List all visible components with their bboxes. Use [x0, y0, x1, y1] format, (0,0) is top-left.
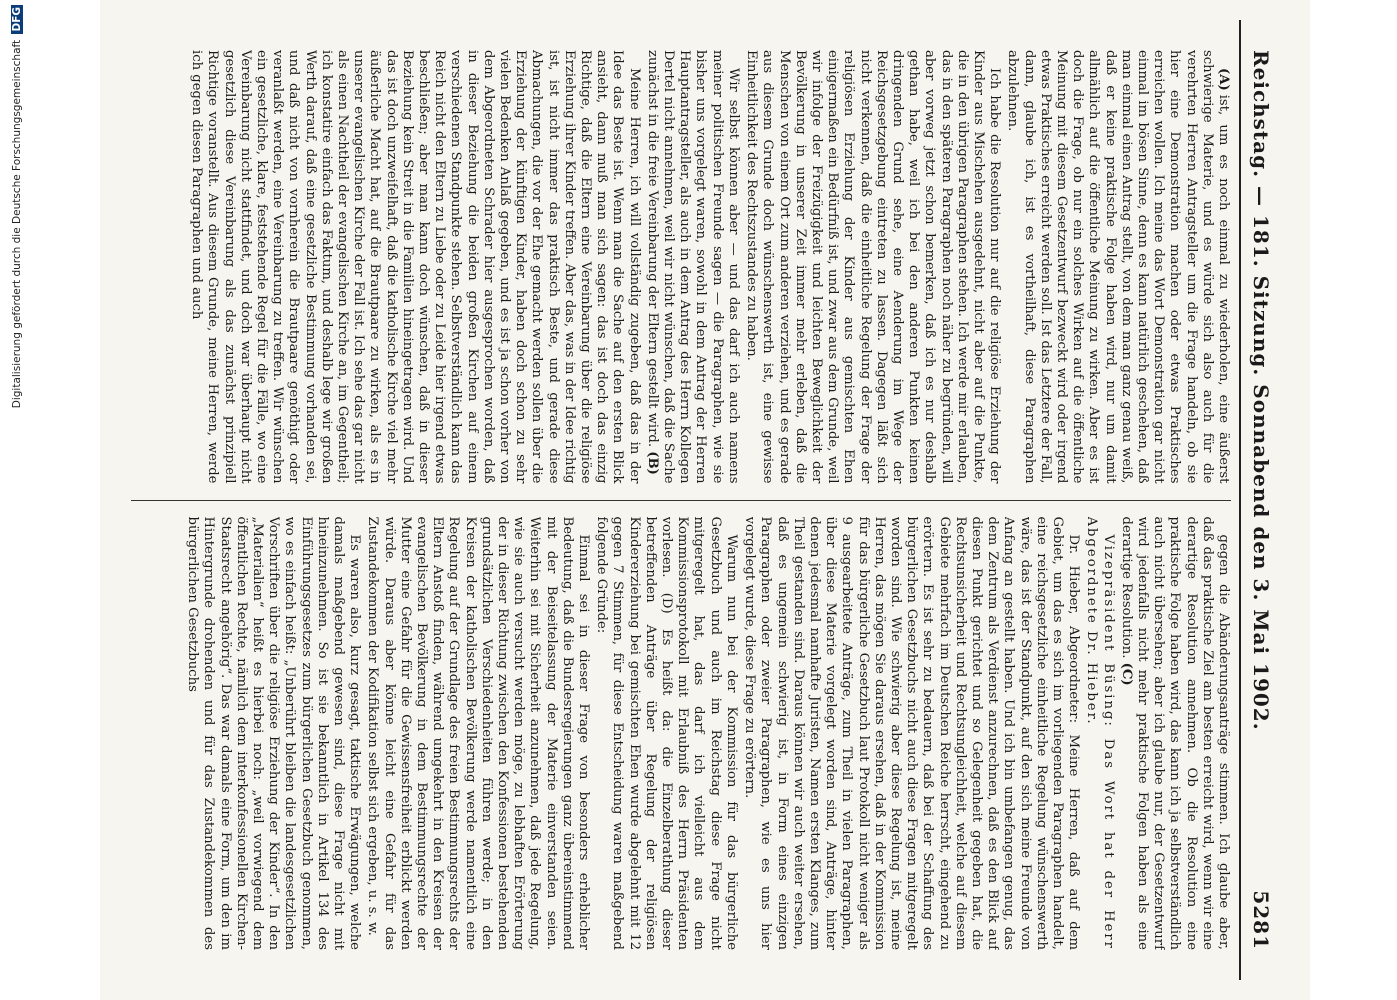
speaker-line: Vizepräsident Büsing: Das Wort hat der Herr Abgeordnete Dr. Hieber. — [1084, 516, 1116, 950]
digitization-credit — [2, 0, 32, 1000]
page-header — [1239, 20, 1295, 980]
paragraph: (A)ist, um es noch einmal zu wiederholen, eine äußerst schwierige Materie, und es würde sich also auch für die verehrten Herren Antragsteller um die Frage handeln, ob sie hier eine Demonstration machen oder etwas Praktisches erreichen wollen. Ich meine das Wort Demonstration gar nicht einmal im bösen Sinne, denn es kann natürlich geschehen, daß man einmal einen Antrag stellt, von dem man ganz genau weiß, daß er keine praktische Folge haben wird, nur um damit allmählich auf die öffentliche Meinung zu wirken. Aber es ist doch die Frage, ob nur ein solches Wirken auf die öffentliche Meinung mit diesem Gesetzentwurf bezweckt wird oder irgend etwas Praktisches erreicht werden soll. Ist das Letztere der Fall, dann, glaube ich, ist es vortheilhaft, diese Paragraphen abzulehnen. — [1005, 50, 1231, 484]
paragraph: Es waren also, kurz gesagt, taktische Erwägungen, welche damals maßgebend gewesen sind, diese Frage nicht mit hineinzunehmen. So ist sie bekanntlich in Artikel 134 des Einführungsgesetzes zum bürgerlichen Gesetzbuch genommen, wo es einfach heißt: „Unberührt bleiben die landesgesetzlichen Vorschriften über die religiöse Erziehung der Kinder“. In den „Materialien“ heißt es hierbei noch: „weil vorwiegend dem öffentlichen Rechte, nämlich dem interkonfessionellen Kirchen-Staatsrecht angehörig“. Das war damals eine Form, um den im Hintergrunde drohenden und für das Zustandekommen des bürgerlichen Gesetzbuchs — [185, 516, 363, 950]
paragraph: Ich habe die Resolution nur auf die religiöse Erziehung der Kinder aus Mischehen ausgedehnt, nicht aber auf die Punkte, die in den übrigen Paragraphen stehen. Ich werde mir erlauben, das in den späteren Paragraphen noch näher zu begründen, will aber vorweg jetzt schon bemerken, daß ich es nur deshalb gethan habe, weil ich bei den anderen Punkten keinen dringenden Grund sehe, eine Aenderung im Wege der Reichsgesetzgebung eintreten zu lassen. Dagegen läßt sich nicht verkennen, daß die einheitliche Regelung der Frage der religiösen Erziehung der Kinder aus gemischten Ehen einigermaßen ein Bedürfniß ist, und zwar aus dem Grunde, weil wir infolge der Freizügigkeit und leichten Beweglichkeit der Bevölkerung in unserer Zeit immer mehr erleben, daß die Menschen von einem Ort zum anderen verziehen, und es gerade aus diesem Grunde doch wünschenswerth ist, eine gewisse Einheitlichkeit des Rechtszustandes zu haben. — [744, 50, 1003, 484]
paragraph: Wir selbst können aber — und das darf ich auch namens meiner politischen Freunde sagen — die Paragraphen, wie sie bisher uns vorgelegt waren, sowohl in dem Antrag der Herren Hauptantragsteller, als auch in dem Antrag des Herrn Kollegen Dertel nicht annehmen, weil wir nicht wünschen, daß die Sache zunächst in die freie Vereinbarung der Eltern gestellt wird. (B) — [644, 50, 741, 484]
paragraph: Dr. Hieber, Abgeordneter: Meine Herren, daß auf dem Gebiet, um das es sich im vorliegenden Paragraphen handelt, eine reichsgesetzliche einheitliche Regelung wünschenswerth wäre, das ist der Standpunkt, auf den sich meine Freunde von Anfang an gestellt haben. Und ich bin umbefangen genug, das dem Zentrum als Verdienst anzurechnen, daß es den Blick auf diesen Punkt gerichtet und so Gelegenheit gegeben hat, die Rechtsunsicherheit und Rechtsungleichheit, welche auf diesem Gebiete mehrfach im Deutschen Reiche herrscht, eingehend zu erörtern. Es ist sehr zu bedauern, daß bei der Schaffung des bürgerlichen Gesetzbuchs nicht auch diese Fragen mitgeregelt worden sind. Wie schwierig aber diese Regelung ist, meine Herren, das mögen Sie daraus ersehen, daß in der Kommission für das bürgerliche Gesetzbuch laut Protokoll nicht weniger als 9 ausgearbeitete Anträge, zum Theil in vielen Paragraphen, über diese Materie vorgelegt worden sind, Anträge, hinter denen jedesmal namhafte Juristen, Namen ersten Klanges, zum Theil gestanden sind. Daraus können wir auch weiter ersehen, daß es ungemein schwierig ist, in Form eines einzigen Paragraphen oder zweier Paragraphen, wie es uns hier vorgelegt wurde, diese Frage zu erörtern. — [742, 516, 1082, 950]
page-number: 5281 — [1249, 890, 1273, 950]
margin-mark: (A) — [1216, 68, 1231, 91]
left-column — [131, 50, 1231, 484]
paragraph: Meine Herren, ich will vollständig zugeben, daß das in der Idee das Beste ist. Wenn man die Sache auf den ersten Blick ansieht, dann muß man sich sagen: das ist doch das einzig Richtige, daß die Eltern eine Vereinbarung über die religiöse Erziehung ihrer Kinder treffen. Aber das, was in der Idee richtig ist, ist nicht immer das praktisch Beste, und gerade diese Abmachungen, die vor der Ehe gemacht werden sollen über die Erziehung der künftigen Kinder, haben doch schon zu sehr vielen Bedenken Anlaß gegeben, und es ist ja schon vorher von dem Abgeordneten Schrader hier ausgesprochen worden, daß in dieser Beziehung die beiden großen Kirchen auf einem verschiedenen Standpunkte stehen. Selbstverständlich kann das Reich nicht den Eltern zu Liebe oder zu Leide hier irgend etwas beschließen; aber man kann doch wünschen, daß in dieser Beziehung kein Streit in die Familien hineingetragen wird. Und das ist doch unzweifelhaft, daß die katholische Kirche viel mehr äußerliche Macht hat, auf die Brautpaare zu wirken, als es in unserer evangelischen Kirche der Fall ist. Ich sehe das gar nicht als einen Nachtheil der evangelischen Kirche an, im Gegentheil; ich konstatire einfach das Faktum, und deshalb lege wir großen Werth darauf, daß eine gesetzliche Bestimmung vorhanden sei, und daß nicht von vornherein die Brautpaare genöthigt oder veranlaßt werden, eine Vereinbarung zu treffen. Wir wünschen ein gesetzliche, klare, feststehende Regel für die Fälle, wo eine Vereinbarung nicht stattfindet, und doch war überhaupt nicht gesetzlich diese Vereinbarung als das zunächst prinzipiell Richtige voranstellt. Aus diesem Grunde, meine Herren, werde ich gegen diesen Paragraphen und auch — [189, 50, 642, 484]
header-title: Reichstag. — 181. Sitzung. Sonnabend den 3. Mai 1902. — [1249, 50, 1273, 731]
right-column — [131, 517, 1231, 951]
margin-mark: (C) — [1118, 662, 1134, 686]
dfg-logo: DFG — [11, 7, 23, 32]
margin-mark: (B) — [644, 451, 660, 475]
page-content — [115, 20, 1295, 980]
paragraph: Einmal sei in dieser Frage von besonders erheblicher Bedeutung, daß die Bundesregierungen ganz übereinstimmend mit der Beiseitelassung der Materie einverstanden seien. Weiterhin sei mit Sicherheit anzunehmen, daß jede Regelung, wie sie auch versucht werden möge, zu lebhaften Erörterung der in dieser Richtung zwischen den Konfessionen bestehenden grundsätzlichen Verschiedenheiten führen werde; in den Kreisen der katholischen Bevölkerung werde namentlich eine Regelung auf der Grundlage des freien Bestimmungsrechts der Eltern Anstoß finden, während umgekehrt in den Kreisen der evangelischen Bevölkerung in dem Bestimmungsrechte der Mutter eine Gefahr für die Gewissensfreiheit erblickt werden würde. Daraus aber könne leicht eine Gefahr für das Zustandekommen der Kodifikation selbst sich ergeben, u. s. w. — [365, 516, 592, 950]
scanned-page — [100, 0, 1310, 1000]
column-divider — [131, 500, 1231, 501]
credit-text: Digitalisierung gefördert durch die Deutsche Forschungsgemeinschaft — [11, 39, 23, 409]
paragraph: gegen die Abänderungsanträge stimmen. Ich glaube aber, daß das praktische Ziel am besten erreicht wird, wenn wir eine derartige Resolution annehmen. Ob die Resolution eine praktische Folge haben wird, das kann ich ja selbstverständlich auch nicht übersehen; aber ich glaube nur, der Gesetzentwurf wird jedenfalls nicht mehr praktische Folgen haben als eine derartige Resolution. (C) — [1118, 516, 1231, 950]
paragraph: Warum nun bei der Kommission für das bürgerliche Gesetzbuch und auch im Reichstag diese Frage nicht mitgeregelt hat, das darf ich vielleicht aus dem Kommissionsprotokoll mit Erlaubniß des Herrn Präsidenten vorlesen. (D) Es heißt da: die Einzelberathung dieser betreffenden Anträge über Regelung der religiösen Kindererziehung bei gemischten Ehen wurde abgelehnt mit 12 gegen 7 Stimmen, für diese Entscheidung waren maßgebend folgende Gründe: — [594, 516, 739, 950]
